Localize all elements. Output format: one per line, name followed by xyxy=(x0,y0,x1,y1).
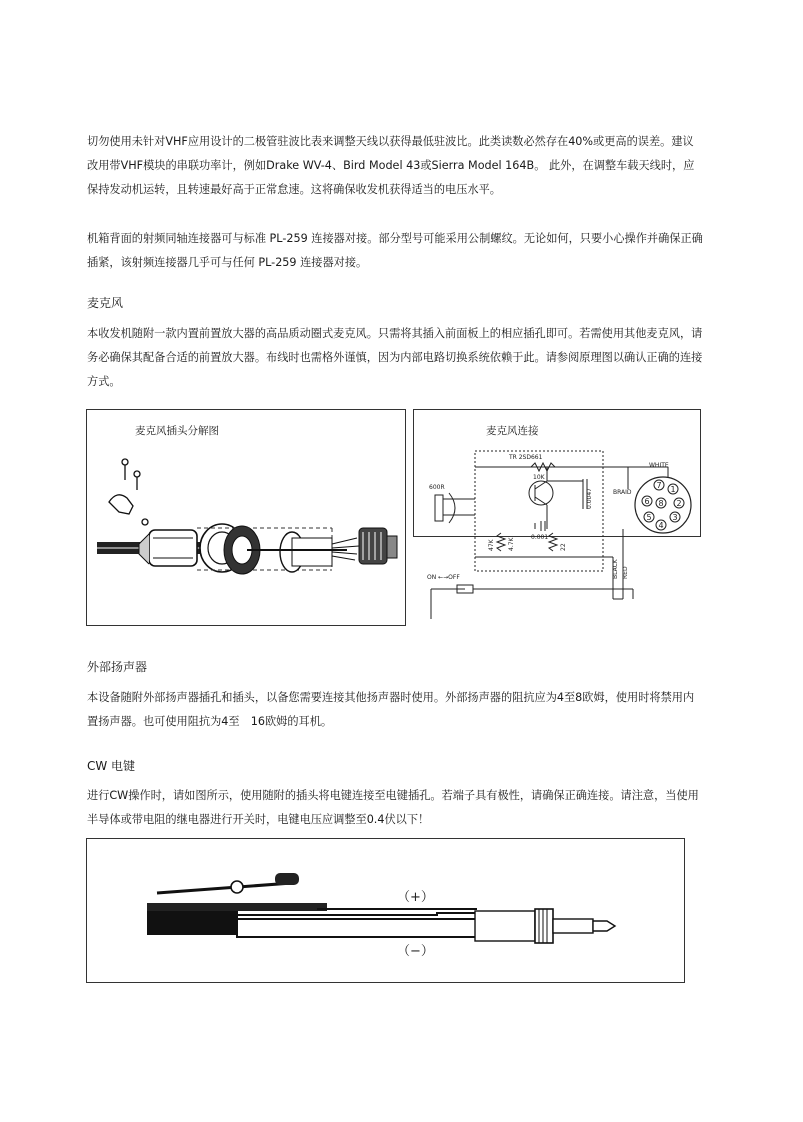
paragraph-microphone: 本收发机随附一款内置前置放大器的高品质动圈式麦克风。只需将其插入前面板上的相应插孔即可。若需使用其他麦克风，请务必确保其配备合适的前置放大器。布线时也需格外谨慎，因为内部电路切换系统依赖于此。请参阅原理图以确认正确的连接方式。 xyxy=(87,327,703,388)
label-black: BLACK xyxy=(612,559,619,579)
label-c2: 0.001 xyxy=(531,534,549,541)
figure-mic-wiring-title: 麦克风连接 xyxy=(486,425,539,437)
paragraph-connector: 机箱背面的射频同轴连接器可与标准 PL-259 连接器对接。部分型号可能采用公制螺纹。无论如何，只要小心操作并确保正确插紧，该射频连接器几乎可与任何 PL-259 连接器对接。 xyxy=(87,232,703,269)
figure-mic-exploded-title: 麦克风插头分解图 xyxy=(135,425,219,437)
label-c1: 0.0047 xyxy=(586,488,593,509)
label-r-47k: 47K xyxy=(488,539,495,551)
label-red: RED xyxy=(622,566,629,579)
pin-7: 7 xyxy=(656,481,662,490)
pin-4: 4 xyxy=(658,521,664,530)
cw-key-drawing xyxy=(87,839,684,982)
mic-wiring-schematic xyxy=(413,409,713,619)
label-switch: ON ←→OFF xyxy=(427,574,460,581)
label-key-plus: （+） xyxy=(397,890,434,905)
label-r-22: 22 xyxy=(560,543,567,551)
pin-3: 3 xyxy=(672,513,678,522)
label-transistor: TR 2SD661 xyxy=(509,454,543,461)
pin-8: 8 xyxy=(658,499,664,508)
label-white: WHITE xyxy=(649,462,669,469)
figure-mic-exploded xyxy=(86,409,406,626)
pin-5: 5 xyxy=(646,513,652,522)
label-braid: BRAID xyxy=(613,489,632,496)
label-mic-600r: 600R xyxy=(429,484,445,491)
figure-cw-key xyxy=(86,838,685,983)
heading-microphone: 麦克风 xyxy=(87,296,124,310)
heading-cw: CW 电键 xyxy=(87,759,136,773)
paragraph-cw: 进行CW操作时，请如图所示，使用随附的插头将电键连接至电键插孔。若端子具有极性，请确保正确连接。请注意，当使用半导体或带电阻的继电器进行开关时，电键电压应调整至0.4伏以下！ xyxy=(87,789,699,826)
heading-speaker: 外部扬声器 xyxy=(87,660,148,674)
pin-6: 6 xyxy=(644,497,650,506)
mic-plug-drawing xyxy=(87,410,405,625)
pin-2: 2 xyxy=(676,499,682,508)
paragraph-speaker: 本设备随附外部扬声器插孔和插头，以备您需要连接其他扬声器时使用。外部扬声器的阻抗应为4至8欧姆，使用时将禁用内置扬声器。也可使用阻抗为4至 16欧姆的耳机。 xyxy=(87,691,695,728)
paragraph-swr: 切勿使用未针对VHF应用设计的二极管驻波比表来调整天线以获得最低驻波比。此类读数必然存在40%或更高的误差。建议改用带VHF模块的串联功率计，例如Drake WV-4、Bird Model 43或Sierra Model 164B。 此外，在调整车载天线时，应保持发动机运转，且转速最好高于正常怠速。这将确保收发机获得适当的电压水平。 xyxy=(87,135,695,196)
label-key-minus: （−） xyxy=(397,944,434,959)
label-r-10k: 10K xyxy=(533,474,545,481)
pin-1: 1 xyxy=(670,485,676,494)
label-r-nk: 4.7K xyxy=(508,537,515,551)
